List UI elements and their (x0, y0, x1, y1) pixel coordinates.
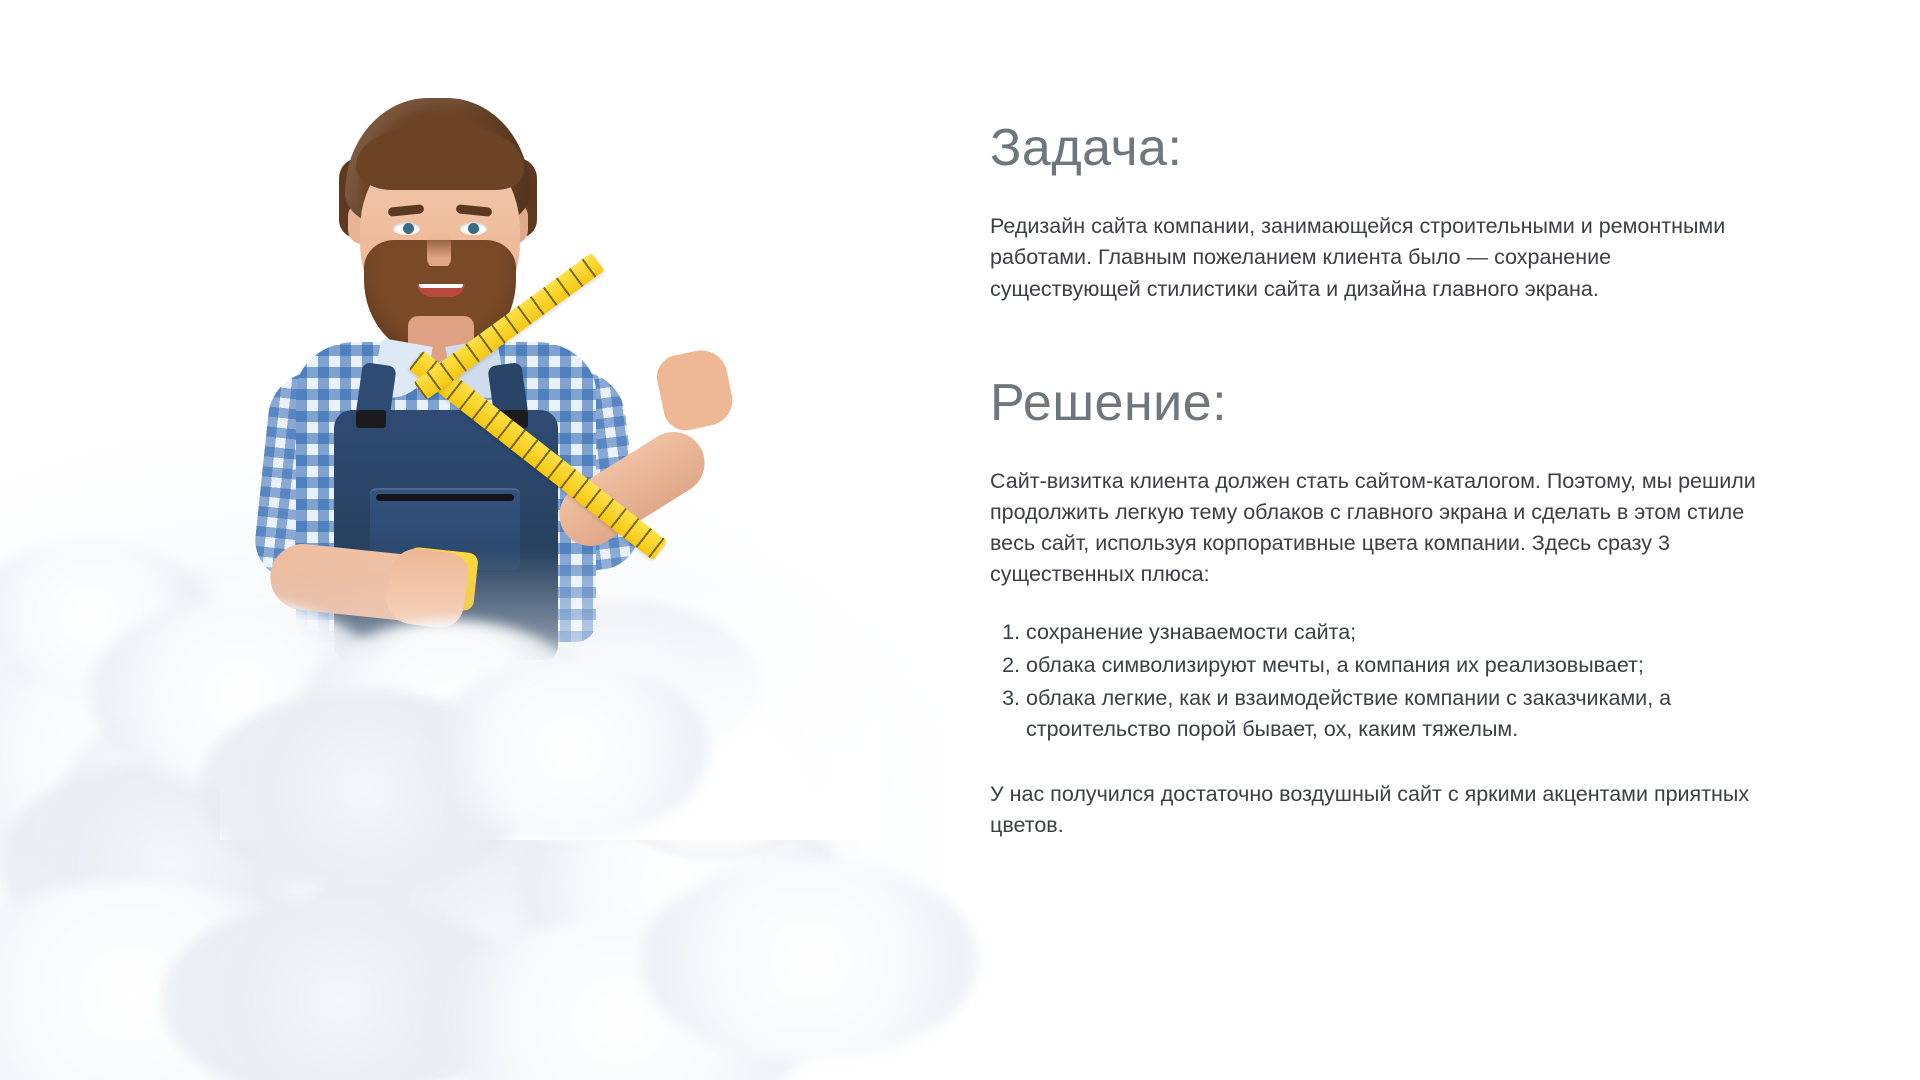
slide-text-content (990, 120, 1790, 842)
benefits-list (990, 617, 1786, 746)
photo-cloud-fade (220, 550, 880, 840)
pupil-left-shape (403, 223, 414, 234)
section-paragraph-solution: Сайт-визитка клиента должен стать сайтом-каталогом. Поэтому, мы решили продолжить легкую тему облаков с главного экрана и сделать в этом стиле весь сайт, используя корпоративные цвета компании. Здесь сразу 3 существенных плюса: (990, 468, 1756, 587)
worker-photo (120, 80, 740, 720)
overall-buckle-left-shape (356, 410, 386, 428)
mustache-shape (403, 266, 479, 284)
list-item: 3. облака легкие, как и взаимодействие компании с заказчиками, а строительство порой бывает, ох, каким тяжелым. (1026, 683, 1786, 745)
pocket-zipper-shape (376, 494, 514, 501)
list-item: 1. сохранение узнаваемости сайта; (1026, 617, 1786, 648)
hair-fringe-shape (356, 128, 524, 190)
list-item: 2. облака символизируют мечты, а компания их реализовывает; (1026, 650, 1786, 681)
section-title-task: Задача: (990, 119, 1183, 177)
section-title-solution: Решение: (990, 373, 1228, 432)
closing-paragraph: У нас получился достаточно воздушный сайт с яркими акцентами приятных цветов. (990, 782, 1750, 838)
section-paragraph-task: Редизайн сайта компании, занимающейся строительными и ремонтными работами. Главным пожеланием клиента было — сохранение существующей стилистики сайта и дизайна главного экрана. (990, 214, 1726, 301)
hand-right-shape (653, 346, 737, 435)
nose-shape (427, 232, 451, 270)
pupil-right-shape (468, 223, 479, 234)
